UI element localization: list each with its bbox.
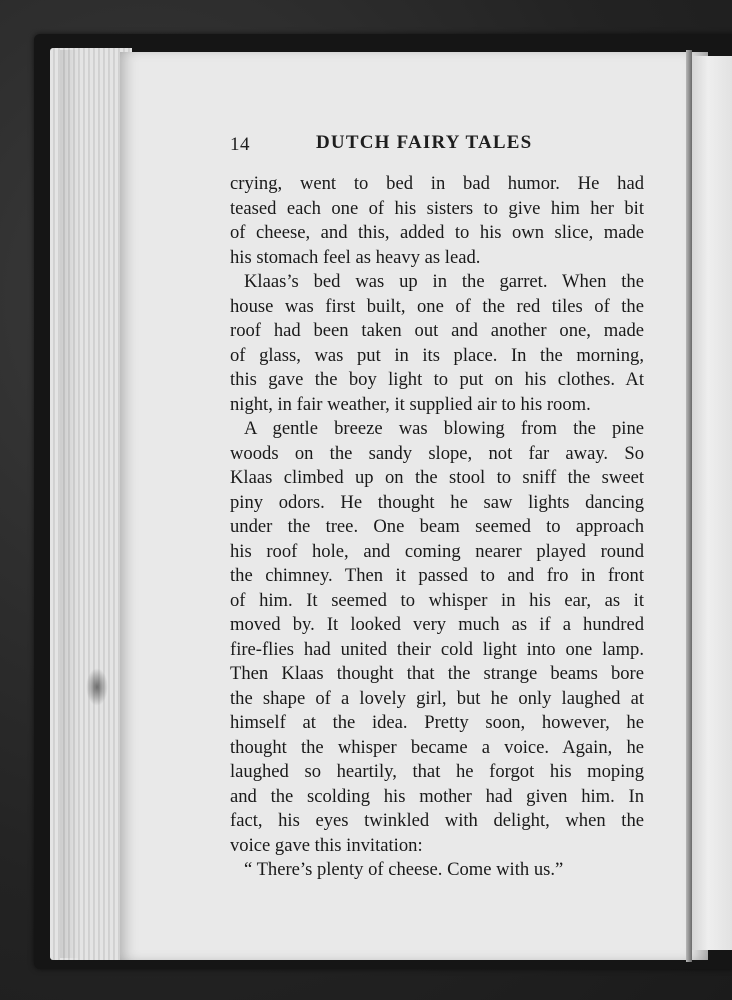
text-line: piny odors. He thought he saw lights dancing	[230, 491, 644, 513]
text-line: roof had been taken out and another one, made	[230, 320, 644, 341]
running-head	[230, 130, 640, 160]
text-line: his stomach feel as heavy as lead.	[230, 246, 481, 268]
text-line: himself at the idea. Pretty soon, however, he	[230, 712, 644, 733]
text-line: laughed so heartily, that he forgot his moping	[230, 761, 644, 782]
text-line: the shape of a lovely girl, but he only laughed at	[230, 687, 644, 709]
text-line: “ There’s plenty of cheese. Come with us.”	[244, 859, 564, 880]
page-number: 14	[230, 134, 250, 155]
text-line: teased each one of his sisters to give him her bit	[230, 197, 644, 219]
text-line: under the tree. One beam seemed to approach	[230, 516, 644, 537]
text-line: of cheese, and this, added to his own slice, made	[230, 222, 644, 243]
text-line: this gave the boy light to put on his clothes. At	[230, 369, 644, 390]
text-line: Klaas climbed up on the stool to sniff the sweet	[230, 467, 644, 488]
text-line: fire-flies had united their cold light into one lamp.	[230, 638, 644, 660]
text-line: house was first built, one of the red tiles of the	[230, 295, 644, 317]
text-line: thought the whisper became a voice. Again, he	[230, 736, 644, 758]
running-title: DUTCH FAIRY TALES	[316, 132, 533, 153]
text-line: moved by. It looked very much as if a hundred	[230, 614, 644, 635]
text-line: Then Klaas thought that the strange beams bore	[230, 663, 644, 684]
body-text	[230, 172, 644, 883]
text-line: of glass, was put in its place. In the morning,	[230, 344, 644, 366]
text-line: his roof hole, and coming nearer played round	[230, 540, 644, 562]
page-edge-shadow	[60, 50, 80, 958]
text-line: voice gave this invitation:	[230, 834, 423, 856]
text-line: the chimney. Then it passed to and fro in front	[230, 565, 644, 586]
text-line: fact, his eyes twinkled with delight, when the	[230, 810, 644, 831]
text-line: night, in fair weather, it supplied air to his room.	[230, 393, 591, 415]
text-line: A gentle breeze was blowing from the pine	[244, 418, 644, 439]
page-smudge	[86, 668, 108, 706]
text-line: Klaas’s bed was up in the garret. When the	[244, 271, 644, 292]
text-line: crying, went to bed in bad humor. He had	[230, 173, 644, 194]
facing-page	[692, 56, 732, 950]
text-line: and the scolding his mother had given him. In	[230, 785, 644, 807]
text-line: woods on the sandy slope, not far away. So	[230, 442, 644, 464]
text-line: of him. It seemed to whisper in his ear, as it	[230, 589, 644, 611]
